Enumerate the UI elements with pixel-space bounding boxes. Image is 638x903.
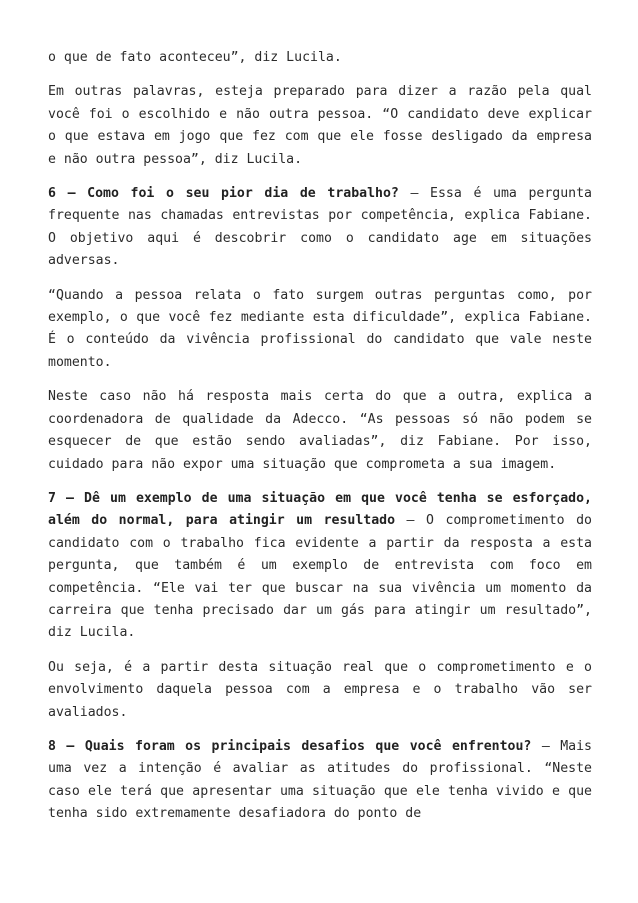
paragraph-question-7 [48, 488, 592, 645]
question-6-heading: 6 – Como foi o seu pior dia de trabalho? [48, 186, 399, 202]
paragraph-1: o que de fato aconteceu”, diz Lucila. [48, 50, 342, 65]
paragraph-5: Neste caso não há resposta mais certa do que a outra, explica a coordenadora de qualidade da Adecco. “As pessoas só não podem se esquecer de que estão sendo avaliadas”, diz Fabiane. Por isso, cuidado para não expor uma situação que comprometa a sua imagem. [48, 389, 592, 472]
paragraph-4: “Quando a pessoa relata o fato surgem outras perguntas como, por exemplo, o que você fez mediante esta dificuldade”, explica Fabiane. É o conteúdo da vivência profissional do candidato que vale neste momento. [48, 287, 592, 370]
question-7-heading: 7 – Dê um exemplo de uma situação em que você tenha se esforçado, além do normal, para atingir um resultado [48, 490, 592, 529]
paragraph-2: Em outras palavras, esteja preparado para dizer a razão pela qual você foi o escolhido e não outra pessoa. “O candidato deve explicar o que estava em jogo que fez com que ele fosse desligado da empresa e não outra pessoa”, diz Lucila. [48, 84, 592, 167]
question-7-answer: – O comprometimento do candidato com o trabalho fica evidente a partir da resposta a esta pergunta, que também é um exemplo de entrevista com foco em competência. “Ele vai ter que buscar na sua vivência um momento da carreira que tenha precisado dar um gás para atingir um resultado”, diz Lucila. [48, 513, 592, 641]
question-6-answer: – Essa é uma pergunta frequente nas chamadas entrevistas por competência, explica Fabiane. O objetivo aqui é descobrir como o candidato age em situações adversas. [48, 186, 592, 269]
document-page [48, 47, 592, 838]
question-8-answer: – Mais uma vez a intenção é avaliar as atitudes do profissional. “Neste caso ele terá que apresentar uma situação que ele tenha vivido e que tenha sido extremamente desafiadora do ponto de [48, 738, 592, 822]
paragraph-7: Ou seja, é a partir desta situação real que o comprometimento e o envolvimento daquela pessoa com a empresa e o trabalho vão ser avaliados. [48, 659, 592, 720]
question-8-heading: 8 – Quais foram os principais desafios que você enfrentou? [48, 738, 532, 754]
paragraph-question-6 [48, 183, 592, 273]
paragraph-question-8 [48, 736, 592, 826]
